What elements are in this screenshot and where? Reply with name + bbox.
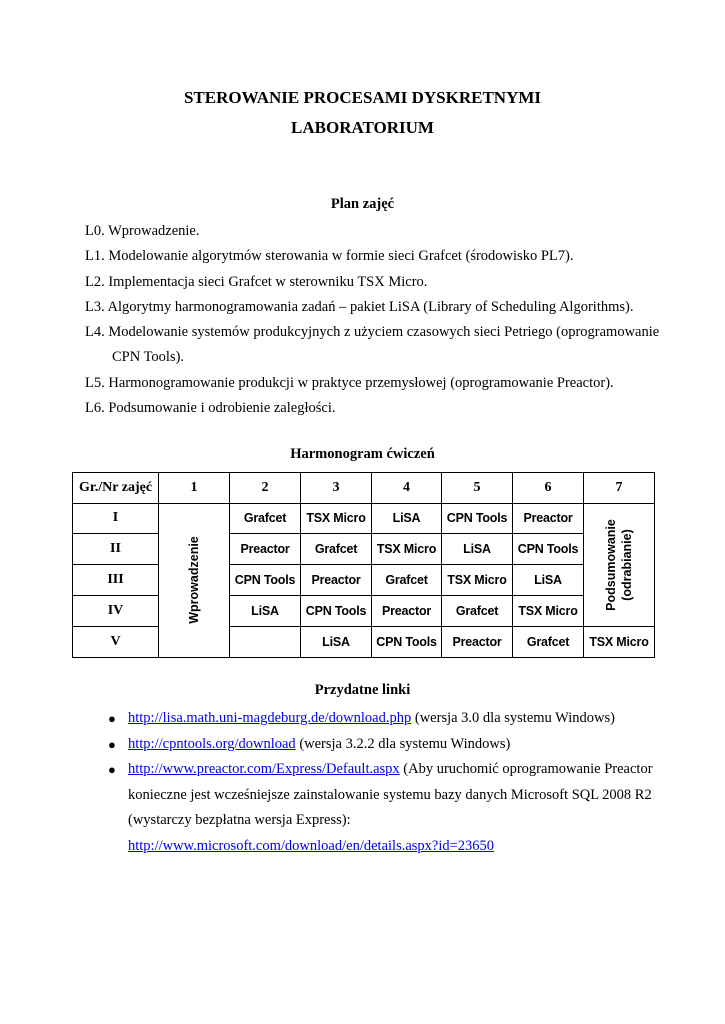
table-cell: LiSA	[301, 626, 372, 657]
header-cell: Gr./Nr zajęć	[73, 473, 159, 504]
group-cell: I	[73, 503, 159, 534]
bullet-icon: ●	[108, 736, 116, 752]
summary-cell	[584, 503, 655, 626]
document-title-line2: LABORATORIUM	[291, 118, 434, 137]
group-cell: III	[73, 565, 159, 596]
group-cell: II	[73, 534, 159, 565]
plan-item: L2. Implementacja sieci Grafcet w sterowniku TSX Micro.	[85, 273, 428, 290]
plan-heading: Plan zajęć	[330, 196, 395, 212]
table-cell: Grafcet	[301, 534, 372, 565]
plan-item: L1. Modelowanie algorytmów sterowania w formie sieci Grafcet (środowisko PL7).	[85, 248, 574, 265]
preactor-link[interactable]: http://www.preactor.com/Express/Default.aspx	[128, 761, 400, 777]
table-cell: Preactor	[372, 595, 442, 626]
document-title-line1: STEROWANIE PROCESAMI DYSKRETNYMI	[183, 88, 542, 107]
table-cell: LiSA	[230, 595, 301, 626]
table-cell: TSX Micro	[513, 595, 584, 626]
plan-item: L5. Harmonogramowanie produkcji w praktyce przemysłowej (oprogramowanie Preactor).	[85, 374, 614, 391]
bullet-icon: ●	[108, 711, 116, 726]
schedule-heading: Harmonogram ćwiczeń	[290, 446, 435, 462]
header-cell: 5	[442, 473, 513, 504]
header-cell: 3	[301, 473, 372, 504]
link-note: (wersja 3.0 dla systemu Windows)	[411, 710, 615, 726]
table-cell: Preactor	[442, 626, 513, 657]
summary-label	[603, 519, 635, 611]
lisa-download-link[interactable]: http://lisa.math.uni-magdeburg.de/download.php	[128, 710, 412, 726]
links-heading: Przydatne linki	[314, 682, 411, 698]
plan-list	[85, 219, 685, 421]
microsoft-sql-link[interactable]: http://www.microsoft.com/download/en/details.aspx?id=23650	[128, 837, 495, 854]
table-cell: TSX Micro	[372, 534, 442, 565]
bullet-icon: ●	[108, 762, 116, 777]
table-cell: Grafcet	[442, 595, 513, 626]
link-note: (Aby uruchomić oprogramowanie Preactor konieczne jest wcześniejsze zainstalowanie systemu bazy danych Microsoft SQL 2008 R2 (wystarczy bezpłatna wersja Express):	[128, 761, 653, 828]
intro-label: Wprowadzenie	[187, 536, 201, 624]
header-cell: 1	[159, 473, 230, 504]
table-cell: CPN Tools	[513, 534, 584, 565]
summary-line1: Podsumowanie	[604, 518, 618, 611]
table-cell: TSX Micro	[442, 565, 513, 596]
group-cell: IV	[73, 595, 159, 626]
header-cell: 7	[584, 473, 655, 504]
table-cell: CPN Tools	[230, 565, 301, 596]
table-cell: LiSA	[513, 565, 584, 596]
header-cell: 6	[513, 473, 584, 504]
plan-item: L4. Modelowanie systemów produkcyjnych z użyciem czasowych sieci Petriego (oprogramowanie	[85, 324, 660, 341]
table-cell: Grafcet	[513, 626, 584, 657]
summary-line2: (odrabianie)	[620, 528, 634, 601]
list-item	[108, 706, 678, 732]
header-cell: 2	[230, 473, 301, 504]
table-header-row	[73, 473, 655, 504]
table-cell: LiSA	[372, 503, 442, 534]
table-cell	[230, 626, 301, 657]
plan-item: L3. Algorytmy harmonogramowania zadań – pakiet LiSA (Library of Scheduling Algorithms).	[85, 298, 634, 315]
plan-item: L0. Wprowadzenie.	[85, 223, 200, 239]
schedule-table	[72, 472, 655, 658]
plan-item-continuation: CPN Tools).	[112, 349, 185, 366]
group-cell: V	[73, 626, 159, 657]
plan-item: L6. Podsumowanie i odrobienie zaległości.	[85, 400, 336, 417]
link-note: (wersja 3.2.2 dla systemu Windows)	[295, 735, 511, 752]
table-cell: CPN Tools	[442, 503, 513, 534]
table-cell: CPN Tools	[301, 595, 372, 626]
table-cell: CPN Tools	[372, 626, 442, 657]
table-cell: TSX Micro	[301, 503, 372, 534]
intro-cell	[159, 503, 230, 657]
table-cell: Preactor	[230, 534, 301, 565]
cpntools-download-link[interactable]: http://cpntools.org/download	[128, 735, 296, 752]
table-cell: Preactor	[513, 503, 584, 534]
table-cell: Grafcet	[230, 503, 301, 534]
table-cell: TSX Micro	[584, 626, 655, 657]
table-cell: Preactor	[301, 565, 372, 596]
table-row	[73, 503, 655, 534]
table-cell: LiSA	[442, 534, 513, 565]
links-list	[108, 706, 678, 859]
table-cell: Grafcet	[372, 565, 442, 596]
header-cell: 4	[372, 473, 442, 504]
list-item	[108, 732, 678, 758]
list-item	[108, 757, 678, 859]
